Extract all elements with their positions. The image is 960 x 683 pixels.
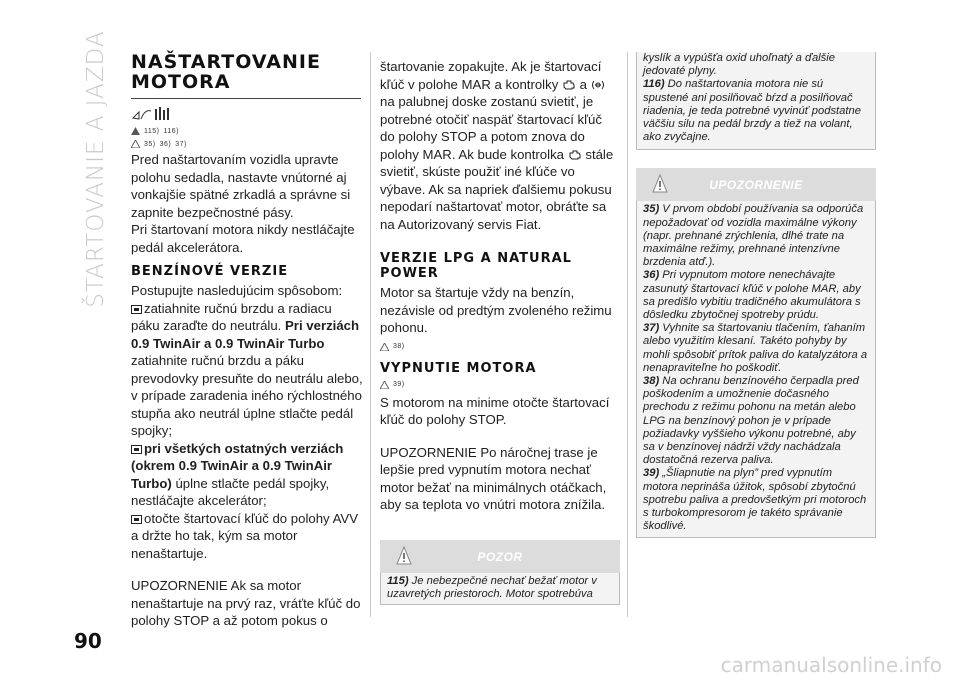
paragraph-note: UPOZORNENIE Ak sa motor nenaštartuje na prvý raz, vráťte kľúč do polohy STOP a až potom pokus o bbox=[131, 578, 361, 628]
warning-triangle-icon bbox=[131, 127, 140, 135]
chapter-side-title: ŠTARTOVANIE A JAZDA bbox=[83, 30, 109, 308]
ref-38[interactable]: 38) bbox=[393, 343, 405, 350]
warning-115-continued: kyslík a vypúšťa oxid uhoľnatý a ďalšie jedovaté plyny. bbox=[643, 52, 835, 78]
section-heading-engine-off: VYPNUTIE MOTORA bbox=[380, 360, 537, 376]
caution-38: 38) Na ochranu benzínového čerpadla pred poškodením a umožnenie dočasného prechodu z režimu pohonu na metán alebo LPG na benzínový pohon je v prípade požiadavky vyššieho výkonu potrebné, aby sa v benzínovej nádrži vždy nachádzala dostatočná rezerva paliva. bbox=[643, 375, 859, 467]
page-number: 90 bbox=[74, 629, 102, 653]
paragraph: Pri štartovaní motora nikdy nestláčajte pedál akcelerátora. bbox=[131, 222, 355, 255]
warning-115: 115) Je nebezpečné nechať bežať motor v uzavretých priestoroch. Motor spotrebúva bbox=[387, 574, 597, 600]
caution-39: 39) „Šliapnutie na plyn” pred vypnutím motora neprináša úžitok, spôsobí zbytočnú spotrebu paliva a predovšetkým pri motoroch s turbokompresorom je takéto správanie škodlivé. bbox=[643, 467, 867, 533]
column-3 bbox=[636, 52, 876, 538]
caution-37: 37) Vyhnite sa štartovaniu tlačením, ťahaním alebo využitím klesaní. Takéto pohyby by mohli spôsobiť prítok paliva do katalyzátora a nenapraviteľne ho poškodiť. bbox=[643, 322, 868, 374]
paragraph-note: UPOZORNENIE Po náročnej trase je lepšie pred vypnutím motora nechať motor bežať na minimálnych otáčkach, aby sa teplota vo vnútri motora znížila. bbox=[380, 444, 607, 512]
key-warning-icon bbox=[591, 79, 605, 91]
caution-36: 36) Pri vypnutom motore nenechávajte zasunutý štartovací kľúč v polohe MAR, aby sa predišlo vybitiu tradičného akumulátora s dôsledku zbytočnej spotreby prúdu. bbox=[643, 269, 861, 322]
paragraph: štartovanie zopakujte. Ak je štartovací kľúč v polohe MAR a kontrolky a na palubnej doske zostanú svietiť, je potrebné otočiť naspäť štartovací kľúč do polohy STOP a potom znova do polohy MAR. Ak bude kontrolka stále svietiť, skúste použiť iné kľúče vo výbave. Ak sa napriek ďalšiemu pokusu nepodarí naštartovať motor, obráťte sa na Autorizovaný servis Fiat. bbox=[380, 59, 614, 232]
caution-triangle-icon bbox=[380, 381, 389, 389]
warning-box-body bbox=[380, 573, 620, 605]
bullet-item: zatiahnite ručnú brzdu a radiacu páku zaraďte do neutrálu. Pri verziách 0.9 TwinAir a 0.9 TwinAir Turbo zatiahnite ručnú brzdu a páku prevodovky presuňte do neutrálu alebo, v prípade zaradenia iného rýchlostného stupňa ako neutrál úplne stlačte pedál spojky; bbox=[131, 300, 363, 438]
heading-rule bbox=[131, 98, 361, 99]
warning-refs bbox=[131, 125, 363, 137]
bullet-icon bbox=[131, 305, 142, 314]
bullet-icon bbox=[131, 445, 142, 454]
bullet-item: otočte štartovací kľúč do polohy AVV a držte ho tak, kým sa motor nenaštartuje. bbox=[131, 510, 358, 561]
warning-box-title: POZOR bbox=[477, 549, 523, 564]
ref-36[interactable]: 36) bbox=[159, 140, 172, 148]
engine-warning-icon bbox=[562, 79, 576, 91]
caution-triangle-icon bbox=[131, 140, 140, 148]
paragraph: S motorom na minime otočte štartovací kľúč do polohy STOP. bbox=[380, 394, 610, 427]
engine-warning-icon bbox=[568, 149, 582, 161]
lpg-refs bbox=[380, 341, 620, 353]
caution-triangle-icon bbox=[380, 343, 389, 351]
paragraph: Motor sa štartuje vždy na benzín, nezávisle od predtým zvoleného režimu pohonu. bbox=[380, 285, 612, 335]
fuel-gauge-icon bbox=[131, 106, 173, 122]
ref-116[interactable]: 116) bbox=[163, 127, 179, 135]
warning-box-continued bbox=[636, 52, 876, 150]
column-divider bbox=[627, 52, 628, 617]
engine-off-refs bbox=[380, 379, 620, 391]
warning-box-header bbox=[380, 540, 620, 573]
section-heading-starting: NAŠTARTOVANIE MOTORA bbox=[131, 51, 321, 93]
bullet-icon bbox=[131, 515, 142, 524]
bullet-item: pri všetkých ostatných verziách (okrem 0.9 TwinAir a 0.9 TwinAir Turbo) úplne stlačte pedál spojky, nestláčajte akcelerátor; bbox=[131, 440, 344, 508]
ref-37[interactable]: 37) bbox=[175, 140, 187, 148]
column-divider bbox=[370, 52, 371, 617]
caution-35: 35) V prvom období používania sa odporúča nepožadovať od vozidla maximálne výkony (napr. prehnané zrýchlenia, dlhé trate na maximálne režimy, prehnané intenzívne brzdenia atď.). bbox=[643, 203, 864, 269]
ref-39[interactable]: 39) bbox=[393, 381, 405, 388]
caution-box-body bbox=[636, 201, 876, 537]
section-heading-petrol: BENZÍNOVÉ VERZIE bbox=[131, 264, 289, 279]
caution-box-title: UPOZORNENIE bbox=[709, 178, 803, 193]
section-heading-lpg: VERZIE LPG A NATURAL POWER bbox=[380, 251, 572, 281]
paragraph: Postupujte nasledujúcim spôsobom: bbox=[131, 283, 343, 298]
warning-116: 116) Do naštartovania motora nie sú spustené ani posilňovač bŕzd a posilňovač riadenia, je teda potrebné vyvinúť podstatne väčšiu silu na pedál brzdy a tiež na volant, ako zvyčajne. bbox=[643, 78, 861, 144]
column-2 bbox=[380, 58, 620, 605]
caution-refs bbox=[131, 138, 363, 150]
ref-35[interactable]: 35) bbox=[144, 140, 156, 148]
watermark: carmanualsonline.info bbox=[720, 653, 942, 677]
caution-box-header bbox=[636, 168, 876, 201]
column-1 bbox=[131, 52, 363, 630]
ref-115[interactable]: 115) bbox=[144, 127, 160, 135]
paragraph: Pred naštartovaním vozidla upravte polohu sedadla, nastavte vnútorné aj vonkajšie spätné zrkadlá a správne si zapnite bezpečnostné pásy. bbox=[131, 152, 351, 220]
